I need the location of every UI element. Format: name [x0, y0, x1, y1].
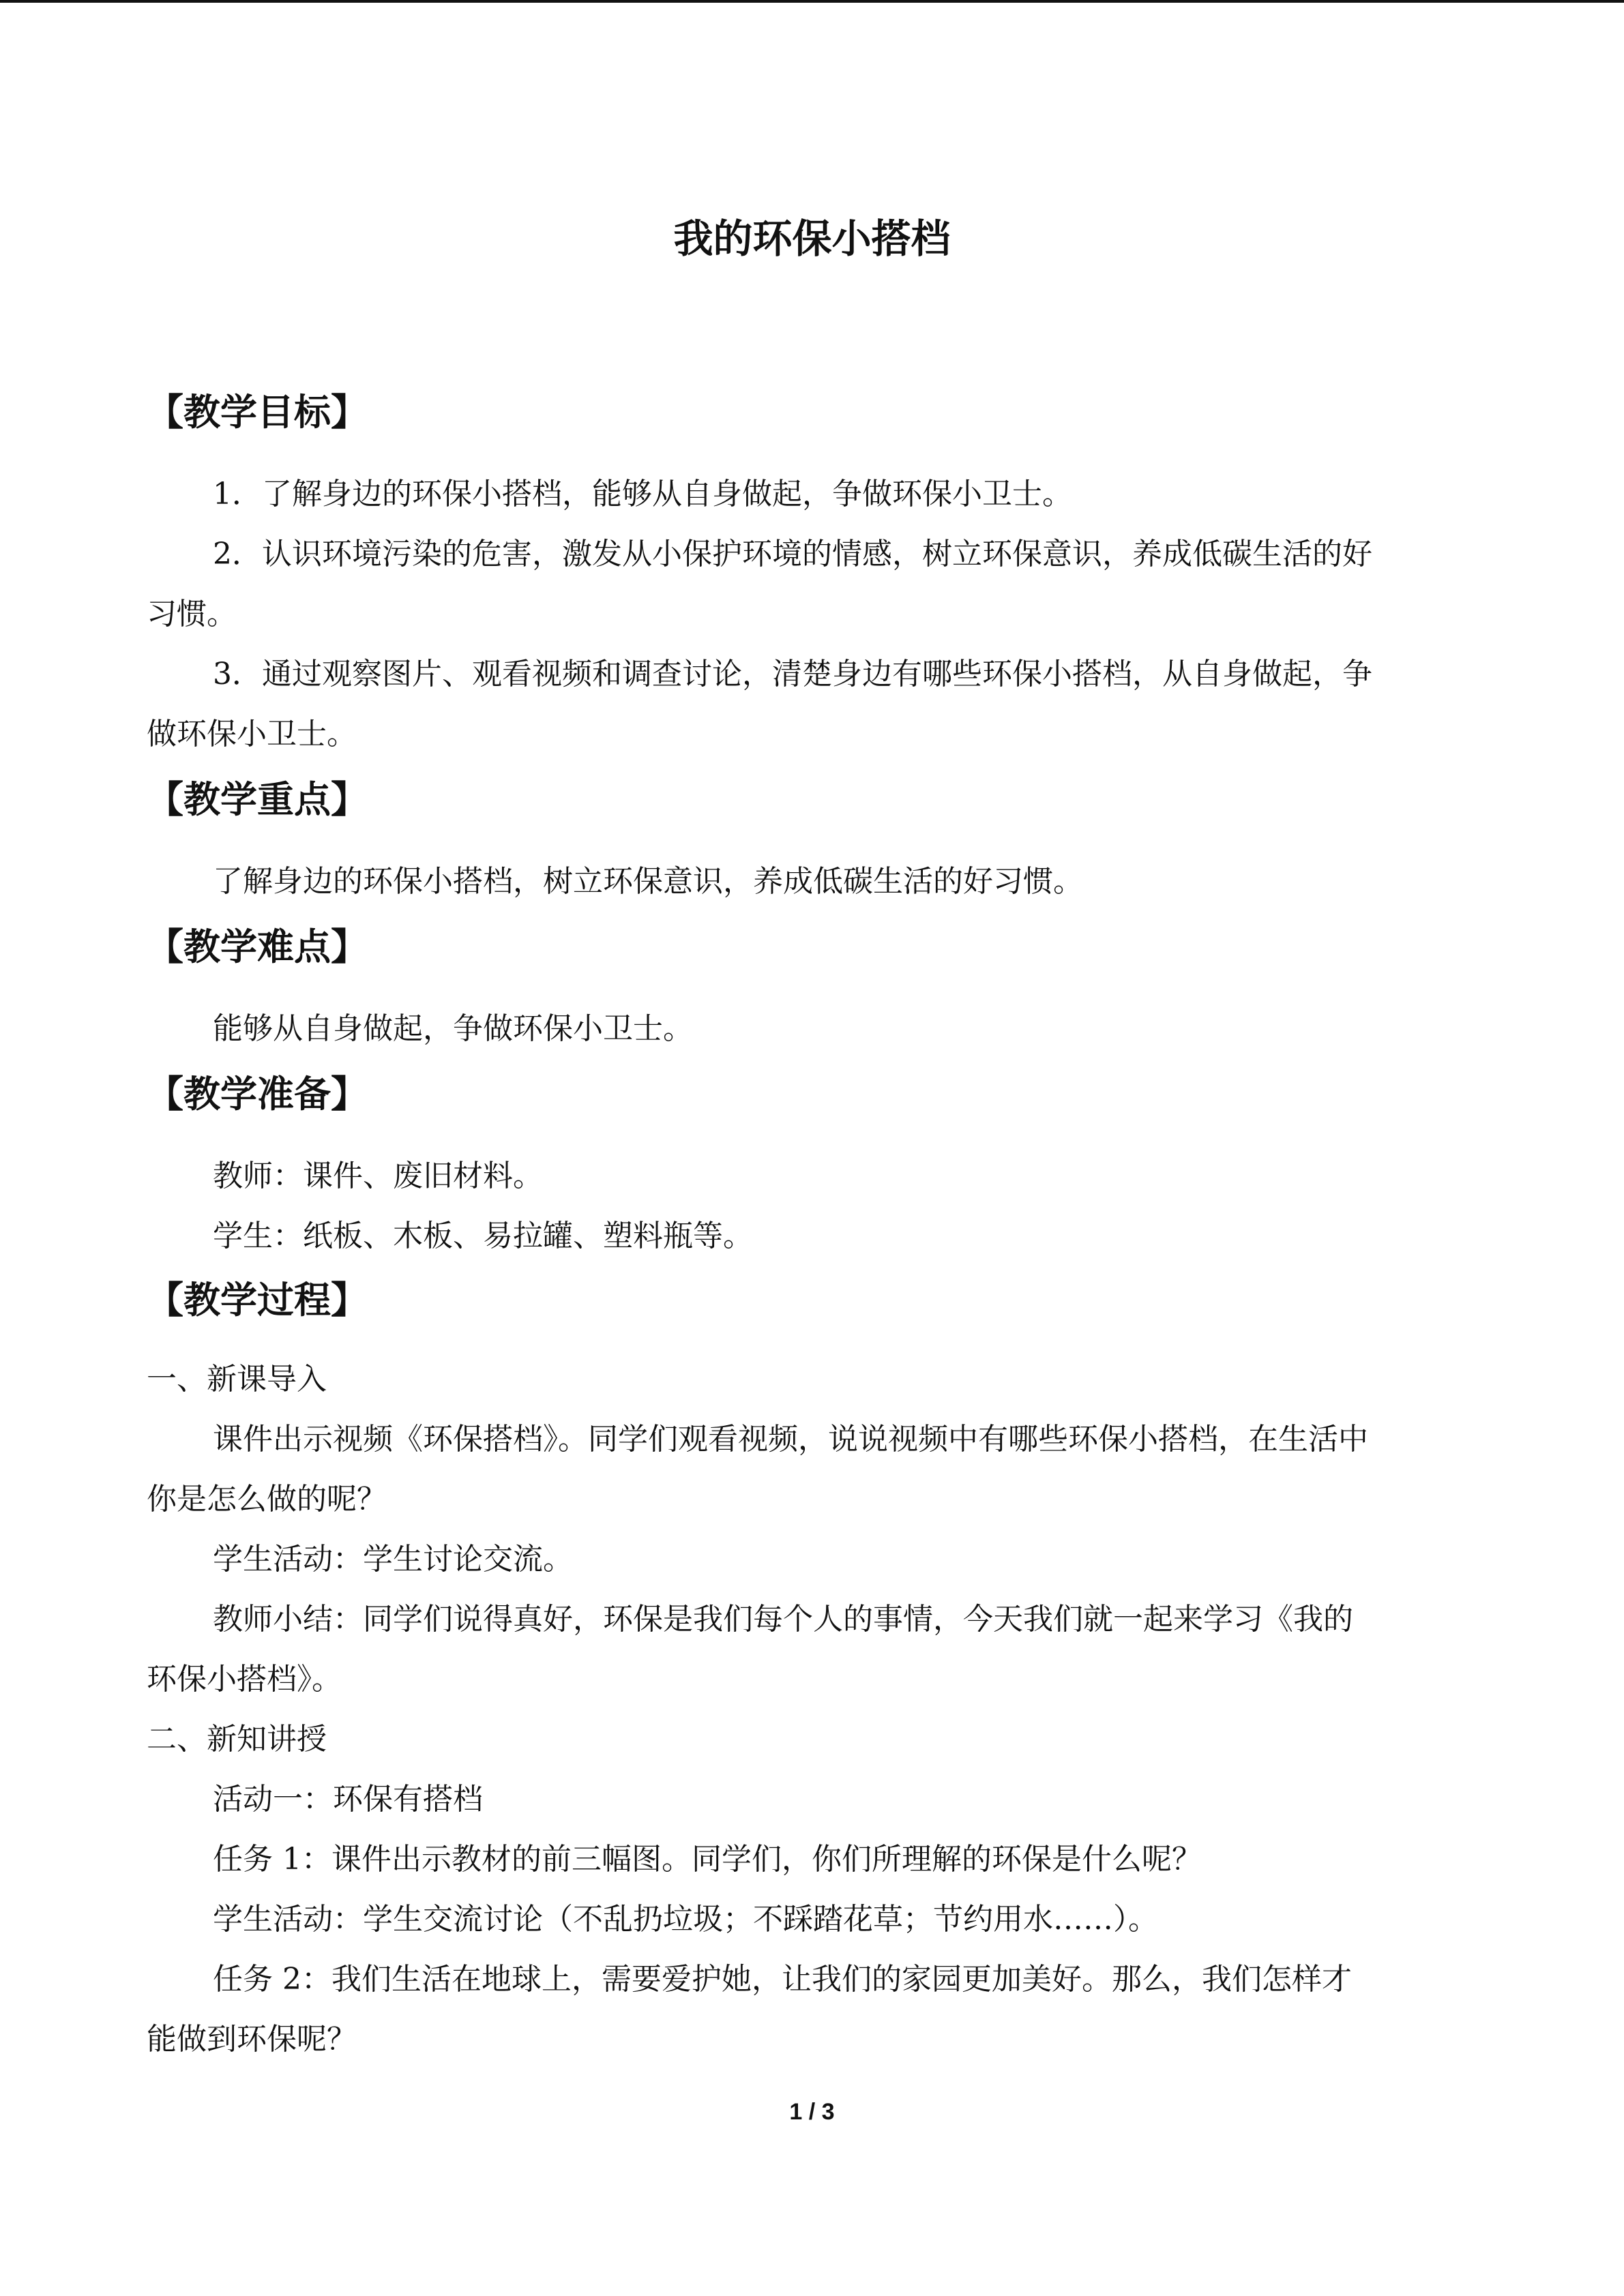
document-title: 我的环保小搭档 [673, 215, 951, 262]
section-heading-process: 【教学过程】 [147, 1279, 368, 1322]
process-line-12: 能做到环保呢？ [147, 2022, 357, 2057]
goals-line-5: 做环保小卫士。 [147, 717, 357, 751]
key-points-line-1: 了解身边的环保小搭档，树立环保意识，养成低碳生活的好习惯。 [213, 864, 1083, 899]
process-line-2: 课件出示视频《环保搭档》。同学们观看视频，说说视频中有哪些环保小搭档，在生活中 [213, 1422, 1368, 1457]
preparation-line-1: 教师：课件、废旧材料。 [213, 1159, 543, 1193]
goals-line-2: 2．认识环境污染的危害，激发从小保护环境的情感，树立环保意识，养成低碳生活的好 [213, 537, 1372, 571]
process-line-11: 任务 2：我们生活在地球上，需要爱护她，让我们的家园更加美好。那么，我们怎样才 [213, 1962, 1352, 1997]
process-line-6: 环保小搭档》。 [147, 1662, 342, 1697]
process-line-3: 你是怎么做的呢？ [147, 1482, 387, 1517]
section-heading-preparation: 【教学准备】 [147, 1073, 368, 1116]
process-line-7: 二、新知讲授 [147, 1722, 327, 1757]
page-number: 1 / 3 [789, 2099, 835, 2125]
process-line-9: 任务 1：课件出示教材的前三幅图。同学们，你们所理解的环保是什么呢？ [213, 1842, 1202, 1877]
goals-line-3: 习惯。 [147, 597, 237, 631]
preparation-line-2: 学生：纸板、木板、易拉罐、塑料瓶等。 [213, 1219, 753, 1253]
process-line-1: 一、新课导入 [147, 1362, 327, 1397]
goals-line-1: 1．了解身边的环保小搭档，能够从自身做起，争做环保小卫士。 [213, 477, 1072, 511]
process-line-4: 学生活动：学生讨论交流。 [213, 1542, 573, 1577]
process-line-5: 教师小结：同学们说得真好，环保是我们每个人的事情，今天我们就一起来学习《我的 [213, 1602, 1353, 1637]
section-heading-goals: 【教学目标】 [147, 391, 368, 434]
difficulties-line-1: 能够从自身做起，争做环保小卫士。 [213, 1011, 693, 1046]
section-heading-difficulties: 【教学难点】 [147, 925, 368, 968]
goals-line-4: 3．通过观察图片、观看视频和调查讨论，清楚身边有哪些环保小搭档，从自身做起，争 [213, 657, 1372, 691]
process-line-10: 学生活动：学生交流讨论（不乱扔垃圾；不踩踏花草；节约用水……）。 [213, 1902, 1158, 1937]
process-line-8: 活动一：环保有搭档 [213, 1782, 483, 1817]
section-heading-key-points: 【教学重点】 [147, 778, 368, 821]
